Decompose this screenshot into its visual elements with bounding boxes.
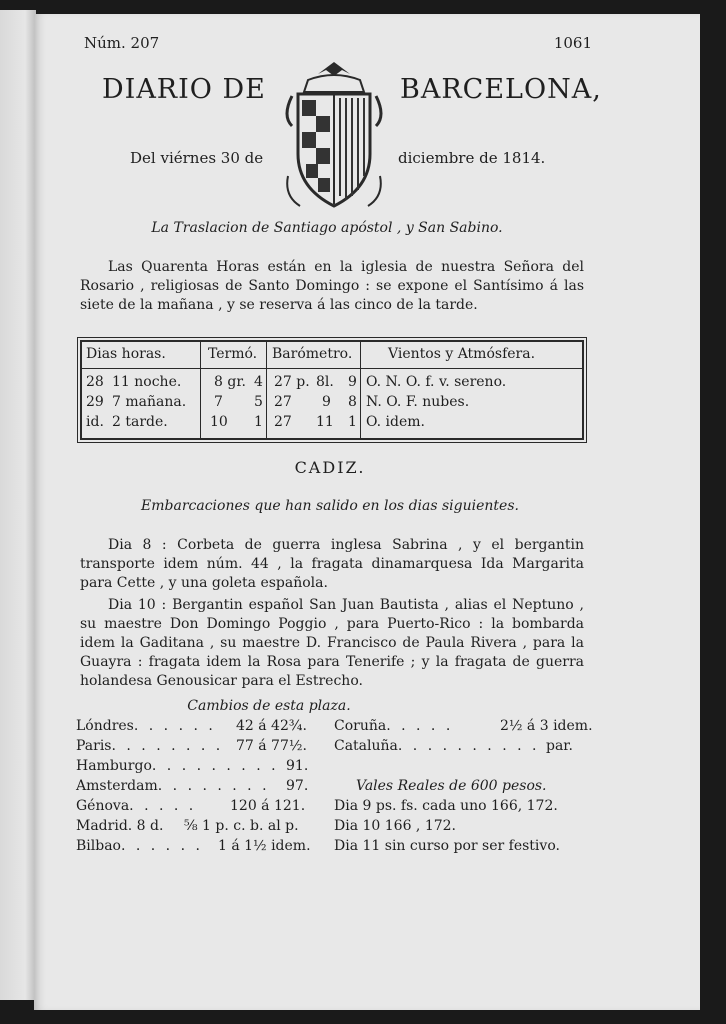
table-row-baro-lines: 9: [322, 394, 331, 410]
table-row-thermo-minor: 5: [254, 394, 263, 410]
exchange-value: par.: [546, 738, 573, 754]
exchange-value: 1 á 1½ idem.: [218, 838, 311, 854]
leader-dots: . . . . .: [129, 798, 197, 814]
list-item: [76, 758, 279, 774]
table-row-thermo-minor: 4: [254, 374, 263, 390]
leader-dots: . . . . .: [386, 718, 454, 734]
weather-table: [80, 340, 584, 440]
table-row-thermo: 8 gr.: [214, 374, 246, 390]
paragraph-dia-8: [80, 536, 584, 593]
list-item: [76, 738, 223, 754]
coat-of-arms-icon: [278, 56, 390, 216]
table-row-wind: N. O. F. nubes.: [366, 394, 470, 410]
section-subtitle: Embarcaciones que han salido en los dias siguientes.: [141, 498, 519, 514]
list-item: [76, 798, 196, 814]
adjacent-page-edge: [0, 10, 36, 1000]
table-row-wind: O. idem.: [366, 414, 426, 430]
intro-paragraph: [80, 258, 584, 315]
weather-header-thermo: Termó.: [208, 346, 258, 362]
leader-dots: . . . . . . . .: [157, 778, 270, 794]
exchange-value: 42 á 42¾.: [236, 718, 307, 734]
table-row-baro-points: 9: [348, 374, 357, 390]
exchange-value: ⅝ 1 p. c. b. al p.: [184, 818, 299, 834]
table-row-time: 2 tarde.: [112, 414, 168, 430]
exchange-place: Génova: [76, 798, 130, 814]
table-row-baro-lines: 11: [316, 414, 334, 430]
exchange-place: Bilbao: [76, 838, 121, 854]
paragraph-dia-10-text: Dia 10 : Bergantin español San Juan Bautista , alias el Neptuno , su maestre Don Domingo Poggio , para Puerto-Rico : la bombarda idem la Gaditana , su maestre D. Francisco de Paula Rivera , para la Guayra : fragata idem la Rosa para Tenerife ; y la fragata de guerra holandesa Genousicar para el Estrecho.: [80, 597, 584, 689]
leader-dots: . . . . . .: [120, 838, 203, 854]
list-item: Dia 9 ps. fs. cada uno 166, 172.: [334, 798, 558, 814]
date-right: diciembre de 1814.: [398, 149, 546, 167]
table-row-baro-points: 8: [348, 394, 357, 410]
weather-header-days: Dias horas.: [86, 346, 166, 362]
intro-paragraph-text: Las Quarenta Horas están en la iglesia de nuestra Señora del Rosario , religiosas de Santo Domingo : se expone el Santísimo á las siete de la mañana , y se reserva á las cinco de la tarde.: [80, 259, 584, 313]
list-item: [76, 818, 163, 834]
exchange-place: Hamburgo: [76, 758, 152, 774]
section-title: CADIZ.: [294, 458, 366, 477]
exchange-value: 120 á 121.: [230, 798, 306, 814]
list-item: Dia 10 166 , 172.: [334, 818, 457, 834]
paragraph-dia-8-text: Dia 8 : Corbeta de guerra inglesa Sabrina , y el bergantin transporte idem núm. 44 , la fragata dinamarquesa Ida Margarita para Cette , y una goleta española.: [80, 537, 584, 591]
page-number: 1061: [553, 34, 592, 52]
weather-header-wind: Vientos y Atmósfera.: [388, 346, 536, 362]
table-row-baro: 27: [274, 414, 292, 430]
table-row-time: 7 mañana.: [112, 394, 187, 410]
list-item: [334, 738, 539, 754]
exchange-value: 91.: [286, 758, 309, 774]
exchange-value: 2½ á 3 idem.: [500, 718, 593, 734]
paragraph-dia-10: [80, 596, 584, 691]
table-row-baro-lines: 8l.: [316, 374, 334, 390]
table-row-day: 29: [86, 394, 104, 410]
saint-of-the-day: La Traslacion de Santiago apóstol , y San Sabino.: [151, 220, 503, 236]
table-row-time: 11 noche.: [112, 374, 182, 390]
exchange-value: 77 á 77½.: [236, 738, 307, 754]
table-row-thermo: 7: [214, 394, 223, 410]
table-row-thermo-minor: 1: [254, 414, 263, 430]
exchange-place: Amsterdam: [76, 778, 158, 794]
exchange-value: 97.: [286, 778, 309, 794]
table-row-day: id.: [86, 414, 104, 430]
table-row-baro-points: 1: [348, 414, 357, 430]
leader-dots: . . . . . .: [133, 718, 216, 734]
issue-number: Núm. 207: [84, 34, 160, 52]
weather-header-barometer: Barómetro.: [272, 346, 353, 362]
list-item: [76, 838, 203, 854]
exchange-place: Lóndres: [76, 718, 134, 734]
vales-title: Vales Reales de 600 pesos.: [356, 778, 547, 794]
date-left: Del viérnes 30 de: [130, 149, 264, 167]
leader-dots: . . . . . . . .: [111, 738, 224, 754]
list-item: [76, 718, 216, 734]
masthead-right: BARCELONA,: [400, 74, 602, 105]
newspaper-page: [34, 14, 700, 1010]
exchange-place: Madrid. 8 d.: [76, 818, 164, 834]
exchange-rates-title: Cambios de esta plaza.: [187, 698, 351, 714]
exchange-place: Cataluña: [334, 738, 398, 754]
table-row-thermo: 10: [210, 414, 228, 430]
table-row-wind: O. N. O. f. v. sereno.: [366, 374, 507, 390]
list-item: Dia 11 sin curso por ser festivo.: [334, 838, 560, 854]
table-row-baro: 27: [274, 394, 292, 410]
leader-dots: . . . . . . . . . .: [397, 738, 540, 754]
table-row-baro: 27 p.: [274, 374, 310, 390]
list-item: [334, 718, 453, 734]
exchange-place: Coruña: [334, 718, 387, 734]
list-item: [76, 778, 270, 794]
table-row-day: 28: [86, 374, 104, 390]
exchange-place: Paris: [76, 738, 112, 754]
masthead-left: DIARIO DE: [102, 74, 266, 105]
leader-dots: . . . . . . . . .: [151, 758, 279, 774]
